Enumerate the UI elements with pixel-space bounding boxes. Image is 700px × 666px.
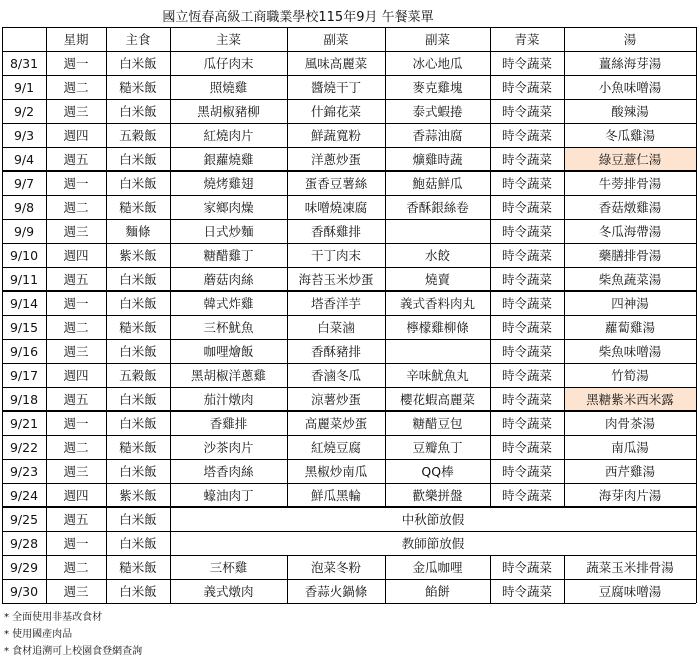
row-side-dish-1: 風味高麗菜 (304, 56, 368, 71)
row-date: 9/30 (9, 583, 39, 599)
row-vegetable: 時令蔬菜 (501, 176, 552, 191)
row-date: 9/8 (13, 199, 35, 215)
row-date: 9/25 (9, 511, 39, 527)
row-side-dish-2: 辛味魷魚丸 (406, 368, 469, 383)
row-side-dish-2: 爌雞時蔬 (412, 152, 463, 167)
row-weekday: 週一 (63, 56, 89, 71)
row-side-dish-2: 檸檬雞柳條 (406, 320, 469, 335)
row-side-dish-1: 香滷冬瓜 (310, 368, 361, 383)
row-side-dish-1: 泡菜冬粉 (310, 560, 361, 575)
row-soup: 牛蒡排骨湯 (598, 176, 662, 191)
footnote: * 使用國產肉品 (4, 629, 73, 640)
grid-line-v (106, 27, 107, 603)
row-date: 9/24 (9, 487, 39, 503)
row-side-dish-1: 香酥豬排 (310, 344, 361, 359)
row-vegetable: 時令蔬菜 (501, 152, 552, 167)
row-weekday: 週二 (63, 80, 89, 95)
row-vegetable: 時令蔬菜 (501, 296, 552, 311)
row-side-dish-1: 涼薯炒蛋 (310, 392, 361, 407)
row-side-dish-1: 干丁肉末 (310, 248, 361, 263)
row-vegetable: 時令蔬菜 (501, 224, 552, 239)
grid-line-v (46, 27, 47, 603)
row-side-dish-2: 冰心地瓜 (412, 56, 463, 71)
row-side-dish-2: 餡餅 (424, 584, 450, 599)
row-weekday: 週三 (63, 104, 89, 119)
grid-line-v (385, 27, 386, 507)
row-soup: 肉骨茶湯 (604, 416, 655, 431)
row-main-dish: 三杯雞 (209, 560, 248, 575)
row-soup: 冬瓜雞湯 (604, 128, 655, 143)
row-staple: 白米飯 (119, 104, 157, 119)
row-side-dish-1: 鮮蔬寬粉 (310, 128, 361, 143)
row-main-dish: 蠔油肉丁 (203, 488, 254, 503)
row-date: 9/9 (13, 223, 35, 239)
row-weekday: 週一 (63, 296, 89, 311)
row-vegetable: 時令蔬菜 (501, 104, 552, 119)
row-side-dish-2: 豆瓣魚丁 (412, 440, 463, 455)
row-side-dish-2: 糖醋豆包 (412, 416, 463, 431)
row-side-dish-2: 水餃 (424, 248, 450, 263)
column-header-5: 副菜 (424, 32, 450, 47)
row-soup: 柴魚味噌湯 (598, 344, 662, 359)
row-soup: 柴魚蔬菜湯 (598, 272, 662, 287)
row-side-dish-2 (385, 339, 490, 363)
row-date: 9/15 (9, 319, 39, 335)
row-staple: 糙米飯 (119, 200, 157, 215)
row-staple: 白米飯 (119, 416, 157, 431)
row-vegetable: 時令蔬菜 (501, 344, 552, 359)
row-weekday: 週四 (63, 128, 89, 143)
row-date: 9/17 (9, 367, 39, 383)
row-soup: 西芹雞湯 (604, 464, 655, 479)
row-date: 9/22 (9, 439, 39, 455)
row-main-dish: 塔香肉絲 (203, 464, 254, 479)
row-weekday: 週二 (63, 200, 89, 215)
row-weekday: 週五 (63, 512, 89, 527)
footnote: * 食材追溯可上校園食登網查詢 (4, 646, 143, 657)
row-soup: 竹筍湯 (611, 368, 649, 383)
menu-title: 國立恆春高級工商職業學校115年9月 午餐菜單 (162, 9, 434, 25)
row-side-dish-2: QQ棒 (421, 464, 454, 479)
row-date: 9/2 (13, 103, 35, 119)
row-weekday: 週三 (63, 584, 89, 599)
row-side-dish-2: 燒賣 (424, 272, 450, 287)
row-vegetable: 時令蔬菜 (501, 416, 552, 431)
row-vegetable: 時令蔬菜 (501, 560, 552, 575)
row-vegetable: 時令蔬菜 (501, 368, 552, 383)
row-vegetable: 時令蔬菜 (501, 248, 552, 263)
grid-line-v (287, 27, 288, 507)
row-soup: 豆腐味噌湯 (598, 584, 662, 599)
row-main-dish: 義式燉肉 (203, 584, 254, 599)
row-side-dish-1: 紅燒豆腐 (310, 440, 361, 455)
row-side-dish-2: 香酥銀絲卷 (406, 200, 469, 215)
row-soup: 冬瓜海帶湯 (598, 224, 662, 239)
row-soup: 海芽肉片湯 (598, 488, 662, 503)
row-staple: 白米飯 (119, 584, 157, 599)
row-weekday: 週五 (63, 272, 89, 287)
row-date: 9/16 (9, 343, 39, 359)
row-staple: 白米飯 (119, 56, 157, 71)
row-staple: 白米飯 (119, 464, 157, 479)
row-holiday-note: 教師節放假 (401, 536, 465, 551)
row-side-dish-2: 歡樂拼盤 (412, 488, 463, 503)
grid-line-v (564, 27, 565, 507)
row-soup: 綠豆薏仁湯 (564, 147, 696, 171)
row-weekday: 週一 (63, 416, 89, 431)
row-side-dish-1: 海苔玉米炒蛋 (298, 272, 374, 287)
row-side-dish-1: 洋蔥炒蛋 (310, 152, 361, 167)
grid-line-v (490, 555, 491, 603)
row-staple: 紫米飯 (119, 248, 157, 263)
row-soup: 藥膳排骨湯 (598, 248, 662, 263)
row-soup: 香菇燉雞湯 (598, 200, 662, 215)
row-side-dish-2: 櫻花蝦高麗菜 (399, 392, 475, 407)
row-side-dish-1: 高麗菜炒蛋 (304, 416, 368, 431)
row-staple: 白米飯 (119, 512, 157, 527)
row-date: 9/29 (9, 559, 39, 575)
grid-line-v (287, 555, 288, 603)
row-staple: 白米飯 (119, 344, 157, 359)
row-main-dish: 黑胡椒豬柳 (197, 104, 260, 119)
row-weekday: 週三 (63, 224, 89, 239)
column-header-6: 青菜 (514, 32, 540, 47)
row-vegetable: 時令蔬菜 (501, 320, 552, 335)
row-side-dish-1: 黑椒炒南瓜 (304, 464, 368, 479)
row-main-dish: 紅燒肉片 (203, 128, 254, 143)
row-staple: 白米飯 (119, 176, 157, 191)
row-side-dish-2: 金瓜咖哩 (412, 560, 463, 575)
row-date: 9/21 (9, 415, 39, 431)
row-date: 9/23 (9, 463, 39, 479)
row-staple: 麵條 (125, 224, 151, 239)
row-soup: 蘿蔔雞湯 (604, 320, 655, 335)
row-soup: 蔬菜玉米排骨湯 (586, 560, 674, 575)
row-vegetable: 時令蔬菜 (501, 80, 552, 95)
grid-line-v (564, 555, 565, 603)
row-staple: 五穀飯 (119, 128, 157, 143)
row-main-dish: 燒烤雞翅 (203, 176, 254, 191)
row-main-dish: 糖醋雞丁 (203, 248, 254, 263)
row-side-dish-2 (385, 219, 490, 243)
grid-line-v (170, 27, 171, 603)
row-staple: 白米飯 (119, 536, 157, 551)
row-main-dish: 香雞排 (209, 416, 248, 431)
row-side-dish-2: 香蒜油腐 (412, 128, 463, 143)
row-main-dish: 沙茶肉片 (203, 440, 254, 455)
row-weekday: 週四 (63, 488, 89, 503)
row-main-dish: 瓜仔肉末 (203, 56, 254, 71)
row-main-dish: 蘑菇肉絲 (203, 272, 254, 287)
row-staple: 白米飯 (119, 152, 157, 167)
row-soup: 小魚味噌湯 (598, 80, 662, 95)
row-weekday: 週一 (63, 536, 89, 551)
grid-line-v (696, 27, 697, 603)
column-header-3: 主菜 (215, 32, 241, 47)
row-vegetable: 時令蔬菜 (501, 128, 552, 143)
row-soup: 薑絲海芽湯 (598, 56, 662, 71)
row-soup: 黑糖紫米西米露 (564, 387, 696, 411)
column-header-2: 主食 (125, 32, 151, 47)
row-date: 9/11 (9, 271, 39, 287)
row-staple: 白米飯 (119, 296, 157, 311)
grid-line-v (385, 555, 386, 603)
row-weekday: 週三 (63, 464, 89, 479)
row-date: 9/7 (13, 175, 35, 191)
row-vegetable: 時令蔬菜 (501, 272, 552, 287)
row-weekday: 週三 (63, 344, 89, 359)
row-weekday: 週一 (63, 176, 89, 191)
row-main-dish: 韓式炸雞 (203, 296, 254, 311)
row-date: 9/10 (9, 247, 39, 263)
row-side-dish-1: 香酥雞排 (310, 224, 361, 239)
row-soup: 酸辣湯 (611, 104, 649, 119)
row-side-dish-2: 泰式蝦捲 (412, 104, 463, 119)
row-holiday-note: 中秋節放假 (401, 512, 465, 527)
column-header-4: 副菜 (323, 32, 349, 47)
row-staple: 糙米飯 (119, 440, 157, 455)
row-side-dish-2: 麥克雞塊 (412, 80, 463, 95)
row-main-dish: 黑胡椒洋蔥雞 (190, 368, 266, 383)
row-vegetable: 時令蔬菜 (501, 392, 552, 407)
grid-line-v (490, 27, 491, 507)
row-staple: 五穀飯 (119, 368, 157, 383)
row-vegetable: 時令蔬菜 (501, 200, 552, 215)
row-staple: 糙米飯 (119, 560, 157, 575)
row-weekday: 週四 (63, 368, 89, 383)
row-staple: 紫米飯 (119, 488, 157, 503)
row-side-dish-2: 鮑菇鮮瓜 (412, 176, 463, 191)
row-side-dish-1: 醬燒干丁 (310, 80, 361, 95)
row-main-dish: 三杯魷魚 (203, 320, 254, 335)
row-side-dish-1: 塔香洋芋 (310, 296, 361, 311)
row-main-dish: 日式炒麵 (203, 224, 254, 239)
column-header-7: 湯 (623, 32, 637, 47)
row-date: 9/14 (9, 295, 39, 311)
row-date: 9/4 (13, 151, 35, 167)
row-main-dish: 照燒雞 (209, 80, 248, 95)
row-weekday: 週五 (63, 152, 89, 167)
row-vegetable: 時令蔬菜 (501, 440, 552, 455)
row-weekday: 週五 (63, 392, 89, 407)
row-main-dish: 茄汁燉肉 (203, 392, 254, 407)
row-main-dish: 咖哩燴飯 (203, 344, 254, 359)
row-weekday: 週二 (63, 560, 89, 575)
row-date: 9/3 (13, 127, 35, 143)
row-side-dish-1: 香蒜火鍋條 (304, 584, 368, 599)
row-vegetable: 時令蔬菜 (501, 464, 552, 479)
row-vegetable: 時令蔬菜 (501, 584, 552, 599)
row-date: 9/18 (9, 391, 39, 407)
footnote: * 全面使用非基改食材 (4, 612, 103, 623)
row-staple: 糙米飯 (119, 80, 157, 95)
row-date: 9/28 (9, 535, 39, 551)
row-side-dish-1: 鮮瓜黑輪 (310, 488, 361, 503)
row-main-dish: 家鄉肉燥 (203, 200, 254, 215)
row-staple: 白米飯 (119, 392, 157, 407)
grid-line-v (2, 27, 3, 603)
row-side-dish-1: 味噌燒凍腐 (304, 200, 368, 215)
row-side-dish-1: 蛋香豆薯絲 (304, 176, 368, 191)
row-side-dish-2: 義式香料肉丸 (399, 296, 475, 311)
row-weekday: 週二 (63, 320, 89, 335)
row-vegetable: 時令蔬菜 (501, 56, 552, 71)
row-soup: 南瓜湯 (611, 440, 649, 455)
row-side-dish-1: 什錦花菜 (310, 104, 361, 119)
row-date: 9/1 (13, 79, 35, 95)
row-main-dish: 銀蘿燒雞 (203, 152, 254, 167)
row-weekday: 週四 (63, 248, 89, 263)
grid-line-h (2, 603, 696, 604)
column-header-1: 星期 (63, 32, 89, 47)
row-staple: 糙米飯 (119, 320, 157, 335)
row-soup: 四神湯 (611, 296, 649, 311)
row-staple: 白米飯 (119, 272, 157, 287)
row-side-dish-1: 白菜滷 (317, 320, 355, 335)
row-date: 8/31 (9, 55, 39, 71)
row-weekday: 週二 (63, 440, 89, 455)
row-vegetable: 時令蔬菜 (501, 488, 552, 503)
